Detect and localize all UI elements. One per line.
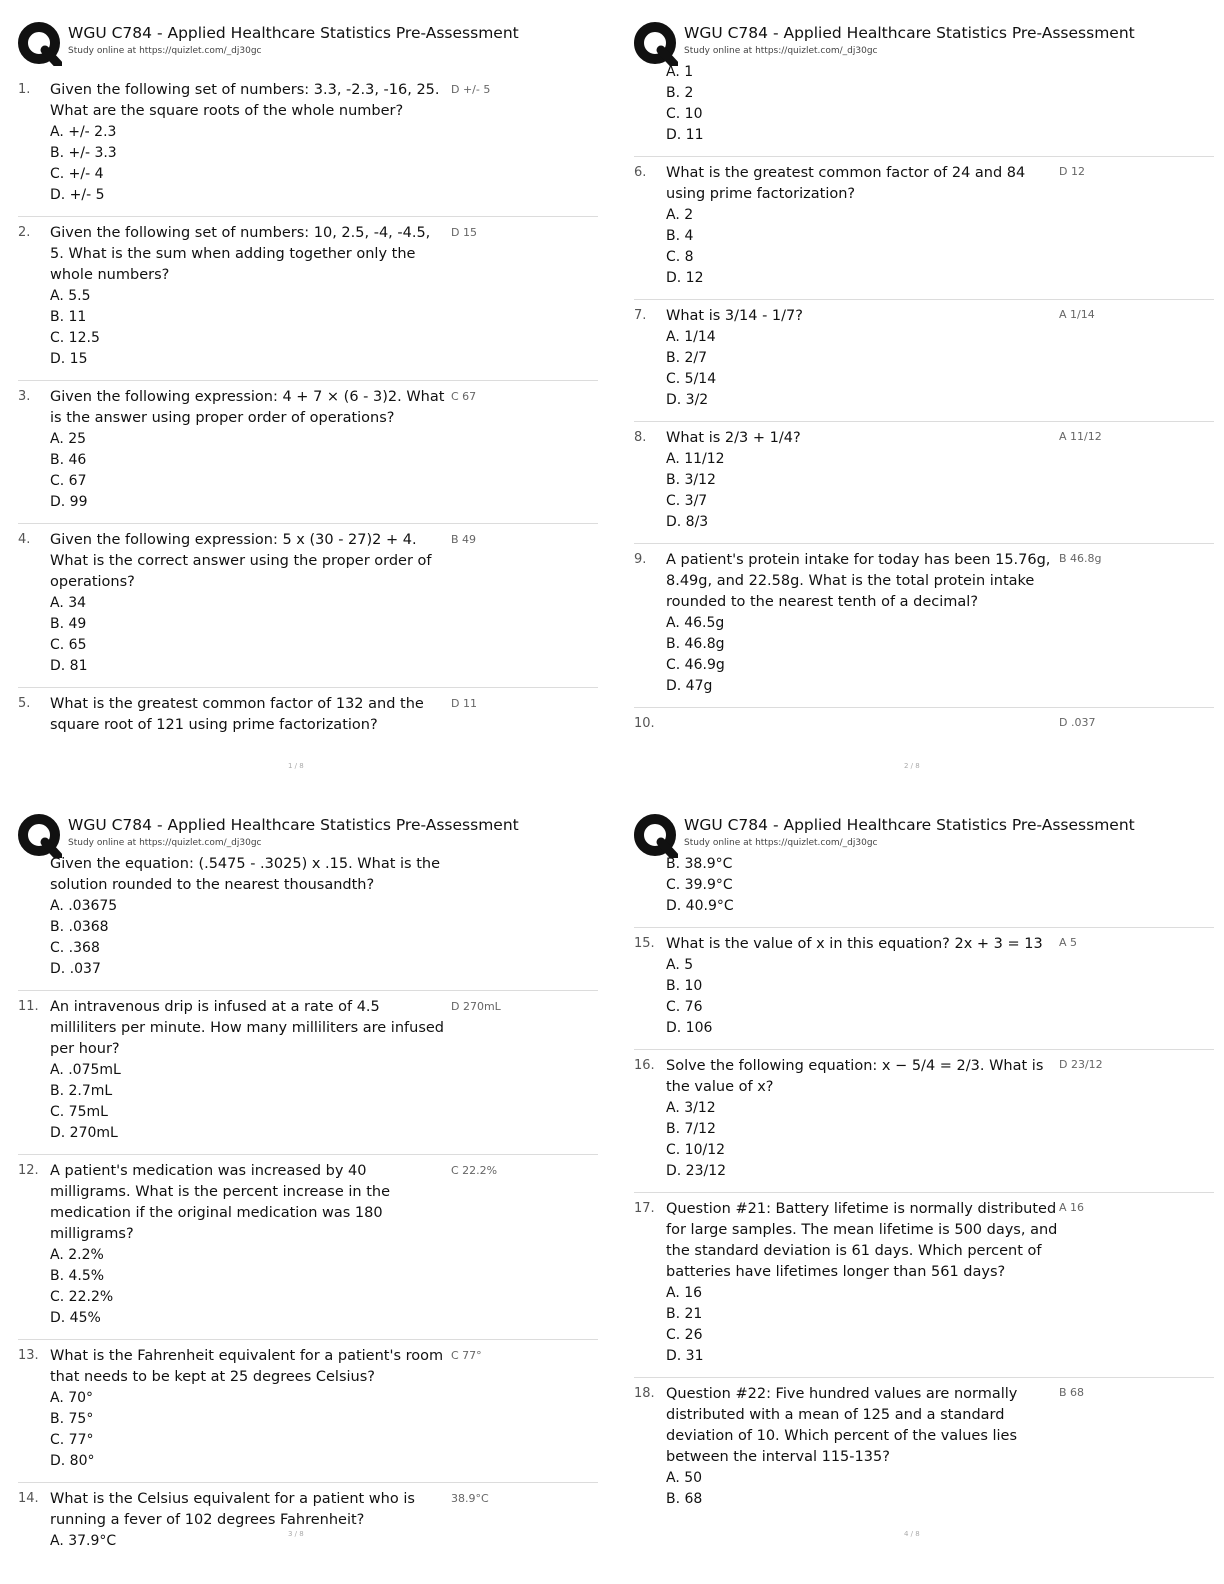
option: B. 4.5% [50, 1268, 105, 1284]
option: B. 10 [666, 978, 703, 994]
question-number: 18. [634, 1386, 655, 1401]
option: C. 12.5 [50, 330, 100, 346]
option: D. 12 [666, 270, 704, 286]
question-8 [634, 422, 1214, 544]
option: D. 80° [50, 1453, 95, 1469]
option: B. 21 [666, 1306, 703, 1322]
option: C. +/- 4 [50, 166, 104, 182]
question-number: 6. [634, 165, 647, 180]
option: A. 37.9°C [50, 1533, 117, 1549]
page-subtitle: Study online at https://quizlet.com/_dj30gc [684, 46, 878, 56]
option: A. +/- 2.3 [50, 124, 117, 140]
option: B. 4 [666, 228, 694, 244]
option: C. 67 [50, 473, 87, 489]
option: A. 2 [666, 207, 694, 223]
question-text: A patient's protein intake for today has been 15.76g, 8.49g, and 22.58g. What is the total protein intake rounded to the nearest tenth of a decimal? [666, 552, 1051, 610]
question-number: 4. [18, 532, 31, 547]
page-title: WGU C784 - Applied Healthcare Statistics Pre-Assessment [684, 816, 1135, 834]
answer-key: B 68 [1059, 1386, 1085, 1399]
question-text: Question #21: Battery lifetime is normally distributed for large samples. The mean lifetime is 500 days, and the standard deviation is 61 days. Which percent of batteries have lifetimes longer than 561 days? [666, 1201, 1058, 1280]
question-11 [18, 991, 598, 1155]
option: B. 2.7mL [50, 1083, 113, 1099]
question-number: 2. [18, 225, 31, 240]
question-4 [18, 524, 598, 688]
answer-key: D 11 [451, 697, 477, 710]
question-10-continued [18, 854, 598, 991]
option: C. .368 [50, 940, 100, 956]
question-number: 10. [634, 716, 655, 731]
page-2 [634, 22, 1214, 792]
option: B. 7/12 [666, 1121, 716, 1137]
option: D. +/- 5 [50, 187, 105, 203]
question-list [634, 62, 1214, 745]
answer-key: D 23/12 [1059, 1058, 1103, 1071]
option: D. 15 [50, 351, 88, 367]
question-1 [18, 74, 598, 217]
question-text: Given the following set of numbers: 10, 2.5, -4, -4.5, 5. What is the sum when adding together only the whole numbers? [50, 225, 431, 283]
question-number: 14. [18, 1491, 39, 1506]
quizlet-logo-icon [18, 814, 62, 858]
quizlet-logo-icon [18, 22, 62, 66]
option: C. 26 [666, 1327, 703, 1343]
option: D. 40.9°C [666, 898, 734, 914]
question-number: 9. [634, 552, 647, 567]
option: C. 10/12 [666, 1142, 726, 1158]
question-list [634, 854, 1214, 1520]
answer-key: D 12 [1059, 165, 1085, 178]
question-number: 3. [18, 389, 31, 404]
question-12 [18, 1155, 598, 1340]
option: D. 45% [50, 1310, 101, 1326]
answer-key: B 49 [451, 533, 477, 546]
question-text: What is the greatest common factor of 24 and 84 using prime factorization? [666, 165, 1026, 202]
quizlet-logo-icon [634, 814, 678, 858]
option: A. 70° [50, 1390, 94, 1406]
page-subtitle: Study online at https://quizlet.com/_dj30gc [684, 838, 878, 848]
option: D. 23/12 [666, 1163, 727, 1179]
answer-key: C 77° [451, 1349, 482, 1362]
answer-key: A 5 [1059, 936, 1078, 949]
question-text: What is 3/14 - 1/7? [666, 308, 803, 324]
question-16 [634, 1050, 1214, 1193]
answer-key: A 16 [1059, 1201, 1085, 1214]
option: A. 1/14 [666, 329, 716, 345]
option: A. 1 [666, 64, 694, 80]
option: C. 46.9g [666, 657, 725, 673]
question-text: What is 2/3 + 1/4? [666, 430, 801, 446]
option: C. 77° [50, 1432, 94, 1448]
option: A. .03675 [50, 898, 118, 914]
question-10 [634, 708, 1214, 745]
answer-key: C 67 [451, 390, 477, 403]
option: A. 5.5 [50, 288, 91, 304]
question-15 [634, 928, 1214, 1050]
question-text: What is the Fahrenheit equivalent for a patient's room that needs to be kept at 25 degrees Celsius? [50, 1348, 444, 1385]
option: B. +/- 3.3 [50, 145, 117, 161]
page-footer: 3 / 8 [288, 1530, 304, 1538]
question-text: Question #22: Five hundred values are normally distributed with a mean of 125 and a standard deviation of 10. Which percent of the values lies between the interval 115-135? [666, 1386, 1018, 1465]
question-number: 16. [634, 1058, 655, 1073]
question-number: 7. [634, 308, 647, 323]
question-13 [18, 1340, 598, 1483]
option: B. 49 [50, 616, 87, 632]
question-14 [18, 1483, 598, 1562]
option: C. 39.9°C [666, 877, 733, 893]
question-text: Solve the following equation: x − 5/4 = 2/3. What is the value of x? [666, 1058, 1044, 1095]
option: C. 76 [666, 999, 703, 1015]
option: B. .0368 [50, 919, 109, 935]
answer-key: A 1/14 [1059, 308, 1095, 321]
page-3 [18, 814, 598, 1584]
page-title: WGU C784 - Applied Healthcare Statistics Pre-Assessment [68, 816, 519, 834]
answer-key: 38.9°C [451, 1492, 489, 1505]
option: C. 10 [666, 106, 703, 122]
question-14-continued [634, 854, 1214, 928]
page-footer: 4 / 8 [904, 1530, 920, 1538]
answer-key: D 270mL [451, 1000, 501, 1013]
option: D. 270mL [50, 1125, 118, 1141]
question-text: Given the following expression: 4 + 7 × (6 - 3)2. What is the answer using proper order of operations? [50, 389, 445, 426]
option: D. 106 [666, 1020, 713, 1036]
question-6 [634, 157, 1214, 300]
page-footer: 2 / 8 [904, 762, 920, 770]
option: A. 50 [666, 1470, 703, 1486]
option: D. 3/2 [666, 392, 709, 408]
question-text: What is the value of x in this equation? 2x + 3 = 13 [666, 936, 1043, 952]
question-number: 11. [18, 999, 39, 1014]
option: B. 38.9°C [666, 856, 733, 872]
option: B. 2/7 [666, 350, 708, 366]
option: C. 5/14 [666, 371, 717, 387]
page-subtitle: Study online at https://quizlet.com/_dj30gc [68, 46, 262, 56]
option: A. 5 [666, 957, 694, 973]
option: C. 22.2% [50, 1289, 114, 1305]
option: A. 25 [50, 431, 87, 447]
option: A. .075mL [50, 1062, 121, 1078]
question-7 [634, 300, 1214, 422]
option: B. 46.8g [666, 636, 725, 652]
option: D. .037 [50, 961, 101, 977]
question-5-continued [634, 62, 1214, 157]
question-text: Given the equation: (.5475 - .3025) x .15. What is the solution rounded to the nearest thousandth? [50, 856, 440, 893]
answer-key: D +/- 5 [451, 83, 491, 96]
question-2 [18, 217, 598, 381]
option: A. 2.2% [50, 1247, 104, 1263]
option: C. 8 [666, 249, 694, 265]
answer-key: C 22.2% [451, 1164, 498, 1177]
question-list [18, 854, 598, 1562]
question-text: What is the greatest common factor of 132 and the square root of 121 using prime factorization? [50, 696, 424, 733]
question-number: 8. [634, 430, 647, 445]
option: D. 8/3 [666, 514, 709, 530]
option: B. 68 [666, 1491, 703, 1507]
option: B. 11 [50, 309, 87, 325]
quizlet-logo-icon [634, 22, 678, 66]
option: B. 2 [666, 85, 694, 101]
question-text: What is the Celsius equivalent for a patient who is running a fever of 102 degrees Fahrenheit? [50, 1491, 415, 1528]
option: A. 3/12 [666, 1100, 716, 1116]
question-text: Given the following expression: 5 x (30 - 27)2 + 4. What is the correct answer using the proper order of operations? [50, 532, 432, 590]
page-1 [18, 22, 598, 792]
option: B. 46 [50, 452, 87, 468]
question-number: 15. [634, 936, 655, 951]
option: C. 75mL [50, 1104, 108, 1120]
question-number: 12. [18, 1163, 39, 1178]
option: D. 11 [666, 127, 704, 143]
question-number: 17. [634, 1201, 655, 1216]
option: D. 81 [50, 658, 88, 674]
question-3 [18, 381, 598, 524]
question-5 [18, 688, 598, 746]
page-title: WGU C784 - Applied Healthcare Statistics Pre-Assessment [684, 24, 1135, 42]
answer-key: B 46.8g [1059, 552, 1102, 565]
option: D. 47g [666, 678, 713, 694]
page-title: WGU C784 - Applied Healthcare Statistics Pre-Assessment [68, 24, 519, 42]
option: B. 3/12 [666, 472, 716, 488]
question-number: 5. [18, 696, 31, 711]
option: D. 99 [50, 494, 88, 510]
question-text: An intravenous drip is infused at a rate of 4.5 milliliters per minute. How many milliliters are infused per hour? [50, 999, 444, 1057]
question-text: A patient's medication was increased by 40 milligrams. What is the percent increase in the medication if the original medication was 180 milligrams? [50, 1163, 390, 1242]
question-17 [634, 1193, 1214, 1378]
option: A. 11/12 [666, 451, 725, 467]
option: A. 16 [666, 1285, 703, 1301]
question-number: 13. [18, 1348, 39, 1363]
answer-key: A 11/12 [1059, 430, 1102, 443]
question-9 [634, 544, 1214, 708]
question-text: Given the following set of numbers: 3.3, -2.3, -16, 25. What are the square roots of the whole number? [50, 82, 440, 119]
page-footer: 1 / 8 [288, 762, 304, 770]
option: B. 75° [50, 1411, 94, 1427]
option: A. 34 [50, 595, 87, 611]
option: A. 46.5g [666, 615, 725, 631]
option: D. 31 [666, 1348, 704, 1364]
page-subtitle: Study online at https://quizlet.com/_dj30gc [68, 838, 262, 848]
answer-key: D .037 [1059, 716, 1096, 729]
question-number: 1. [18, 82, 31, 97]
question-18 [634, 1378, 1214, 1520]
answer-key: D 15 [451, 226, 477, 239]
option: C. 3/7 [666, 493, 708, 509]
option: C. 65 [50, 637, 87, 653]
page-4 [634, 814, 1214, 1584]
question-list [18, 74, 598, 746]
